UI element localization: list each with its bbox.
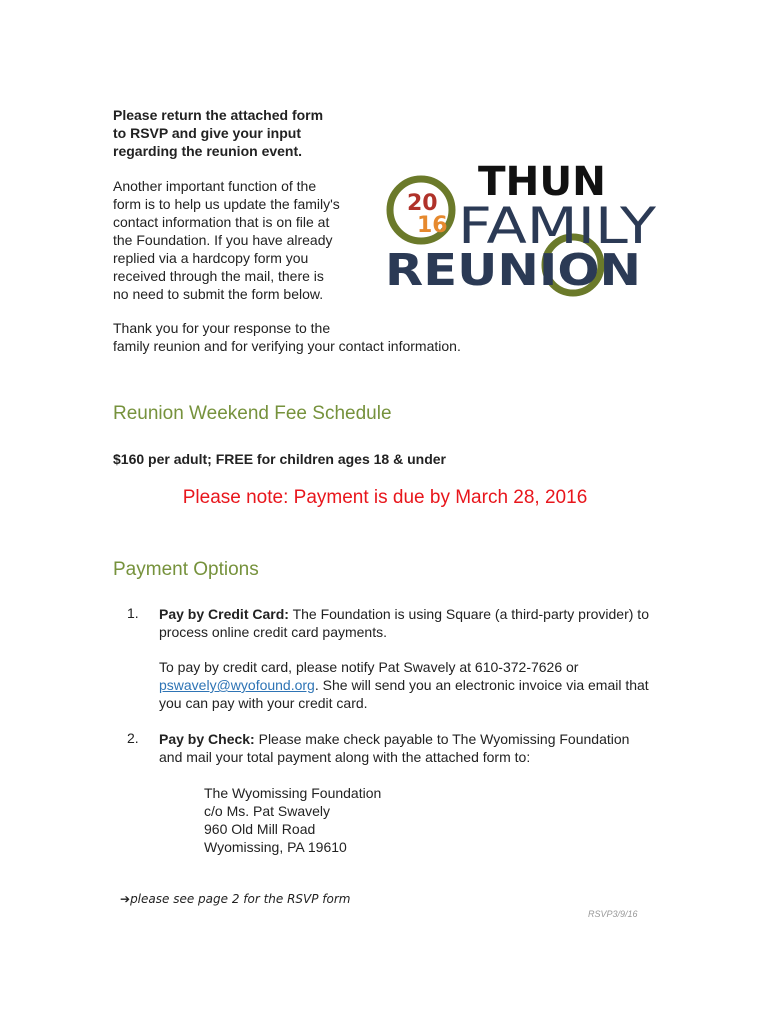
thanks-line: Thank you for your response to the xyxy=(113,320,331,336)
credit-card-option xyxy=(159,605,649,641)
intro-paragraph-line: Another important function of the xyxy=(113,178,317,194)
intro-heading-line: Please return the attached form xyxy=(113,107,324,123)
document-code: RSVP3/9/16 xyxy=(588,909,638,919)
payment-due-note: Please note: Payment is due by March 28, 2016 xyxy=(182,487,588,508)
logo-year-top: 20 xyxy=(407,191,438,216)
credit-card-instructions-text: To pay by credit card, please notify Pat Swavely at 610-372-7626 or xyxy=(159,659,579,675)
address-line: c/o Ms. Pat Swavely xyxy=(204,803,331,819)
fee-line: $160 per adult; FREE for children ages 18 & under xyxy=(113,451,446,467)
intro-paragraph-line: the Foundation. If you have already xyxy=(113,232,333,248)
payment-options-heading: Payment Options xyxy=(113,559,259,580)
intro-heading-line: to RSVP and give your input xyxy=(113,125,301,141)
credit-card-instructions-tail: . She will send you an electronic invoice via email that you can pay with your credit card. xyxy=(159,677,649,711)
intro-heading xyxy=(113,106,373,160)
page-2-note xyxy=(120,892,351,906)
logo-word-thun: THUN xyxy=(478,159,606,205)
address-line: 960 Old Mill Road xyxy=(204,821,316,837)
mailing-address xyxy=(204,784,381,856)
intro-paragraph-line: form is to help us update the family's xyxy=(113,196,340,212)
thanks-paragraph xyxy=(113,319,533,355)
credit-card-title: Pay by Credit Card: xyxy=(159,606,289,622)
address-line: The Wyomissing Foundation xyxy=(204,785,382,801)
credit-card-text: The Foundation is using Square (a third-party provider) to process online credit card payments. xyxy=(159,606,649,640)
list-number: 2. xyxy=(127,730,139,746)
check-text: Please make check payable to The Wyomissing Foundation and mail your total payment along with the attached form to: xyxy=(159,731,630,765)
reunion-logo xyxy=(383,155,663,300)
address-line: Wyomissing, PA 19610 xyxy=(204,839,347,855)
intro-heading-line: regarding the reunion event. xyxy=(113,143,303,159)
check-option xyxy=(159,730,649,766)
fee-schedule-heading: Reunion Weekend Fee Schedule xyxy=(113,403,392,424)
credit-card-instructions xyxy=(159,658,649,712)
logo-word-family: FAMILY xyxy=(458,197,657,255)
reunion-logo-graphic xyxy=(383,155,663,300)
logo-word-reunion: REUNION xyxy=(385,245,641,296)
thanks-line: family reunion and for verifying your contact information. xyxy=(113,338,461,354)
logo-year-bottom: 16 xyxy=(417,213,448,238)
page-2-note-text: please see page 2 for the RSVP form xyxy=(130,892,351,906)
check-title: Pay by Check: xyxy=(159,731,255,747)
email-link[interactable]: pswavely@wyofound.org xyxy=(159,677,315,693)
list-number: 1. xyxy=(127,605,139,621)
intro-paragraph-line: contact information that is on file at xyxy=(113,214,330,230)
arrow-icon: ➔ xyxy=(120,892,131,906)
intro-paragraph-line: no need to submit the form below. xyxy=(113,286,324,302)
intro-paragraph-line: replied via a hardcopy form you xyxy=(113,250,309,266)
intro-paragraph-line: received through the mail, there is xyxy=(113,268,324,284)
intro-paragraph xyxy=(113,177,383,303)
